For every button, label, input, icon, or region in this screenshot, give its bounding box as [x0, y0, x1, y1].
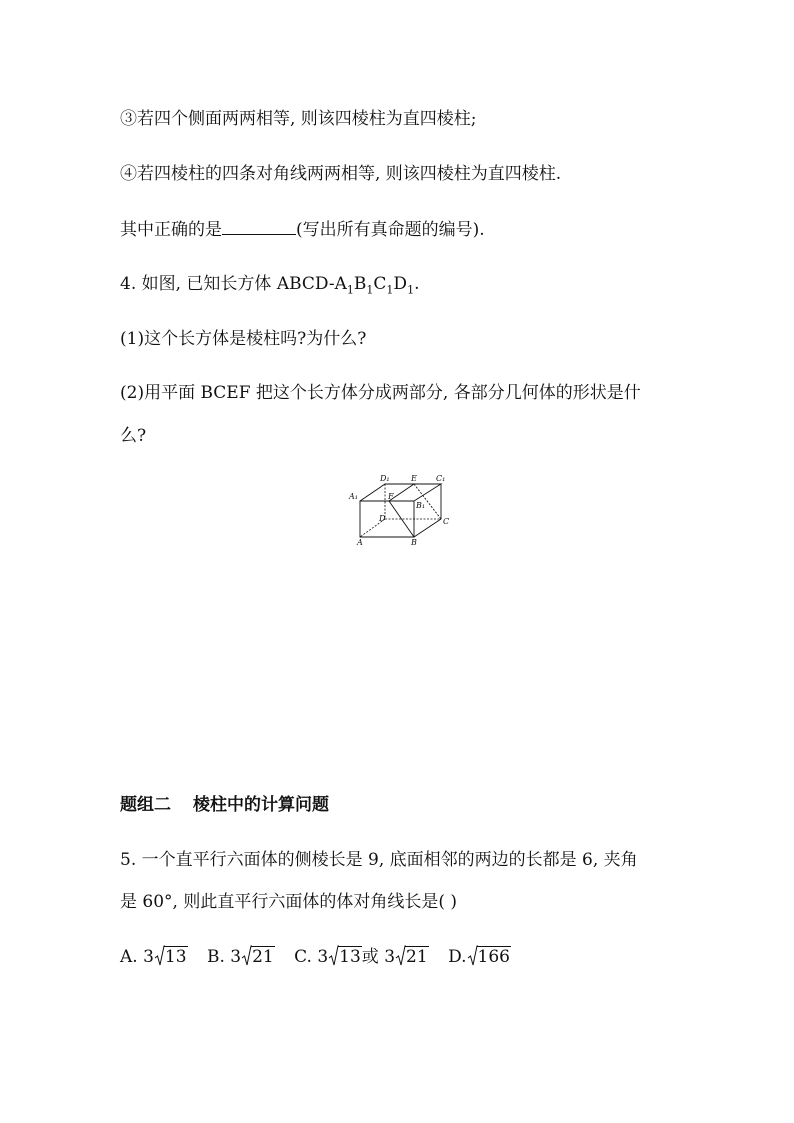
answer-blank[interactable] — [222, 218, 296, 235]
question-4 — [120, 273, 419, 301]
right-face-edges — [414, 484, 441, 537]
statement-3: ③若四个侧面两两相等, 则该四棱柱为直四棱柱; — [120, 109, 477, 129]
subscript: 1 — [386, 283, 394, 297]
subscript: 1 — [346, 283, 354, 297]
radicand: 13 — [164, 947, 187, 967]
sqrt-symbol — [329, 946, 362, 968]
question-4-part-2: (2)用平面 BCEF 把这个长方体分成两部分, 各部分几何体的形状是什 — [120, 383, 641, 403]
sqrt-symbol — [155, 946, 188, 968]
sqrt-symbol — [396, 946, 429, 968]
q4-c: C — [373, 274, 387, 294]
answer-suffix: (写出所有真命题的编号). — [296, 220, 485, 240]
label-d1: D₁ — [380, 474, 390, 483]
option-d-label: D. — [448, 947, 467, 967]
q4-text: 4. 如图, 已知长方体 ABCD-A — [120, 274, 347, 294]
option-b-label: B. 3 — [206, 947, 242, 967]
label-c: C — [443, 517, 450, 526]
option-d[interactable] — [448, 947, 511, 967]
radicand: 21 — [406, 947, 428, 967]
question-4-part-2-cont: 么? — [120, 426, 147, 446]
statement-4: ④若四棱柱的四条对角线两两相等, 则该四棱柱为直四棱柱. — [120, 164, 562, 184]
section-title: 棱柱中的计算问题 — [193, 795, 329, 815]
option-c[interactable] — [294, 947, 429, 967]
label-e: E — [411, 474, 417, 483]
q4-d: D — [393, 274, 408, 294]
label-b1: B₁ — [416, 501, 426, 510]
label-a1: A₁ — [349, 492, 358, 501]
sqrt-symbol — [468, 946, 511, 968]
option-c-label: C. 3 — [294, 947, 329, 967]
q4-end: . — [414, 274, 420, 294]
answer-prefix: 其中正确的是 — [120, 220, 222, 240]
sqrt-symbol — [242, 946, 275, 968]
question-5-line-1: 5. 一个直平行六面体的侧棱长是 9, 底面相邻的两边的长都是 6, 夹角 — [120, 850, 638, 870]
label-a: A — [357, 538, 363, 547]
radicand: 13 — [339, 947, 361, 967]
question-5-options — [120, 946, 511, 968]
radicand: 166 — [477, 947, 510, 967]
question-4-part-1: (1)这个长方体是棱柱吗?为什么? — [120, 329, 367, 349]
label-f: F — [388, 492, 394, 501]
answer-line — [120, 218, 485, 241]
top-face-edges — [360, 484, 441, 501]
subscript: 1 — [366, 283, 374, 297]
label-d: D — [379, 514, 386, 523]
section-heading — [120, 794, 329, 816]
cuboid-figure — [344, 470, 448, 546]
subscript: 1 — [407, 283, 415, 297]
label-b: B — [411, 538, 417, 547]
q4-b: B — [353, 274, 367, 294]
question-5-line-2: 是 60°, 则此直平行六面体的体对角线长是( ) — [120, 892, 458, 912]
option-c-or: 或 3 — [361, 947, 396, 967]
option-b[interactable] — [207, 947, 275, 967]
radicand: 21 — [252, 947, 274, 967]
section-label: 题组二 — [120, 795, 171, 815]
option-a[interactable] — [120, 947, 188, 967]
label-c1: C₁ — [436, 474, 446, 483]
option-a-label: A. 3 — [120, 947, 154, 967]
